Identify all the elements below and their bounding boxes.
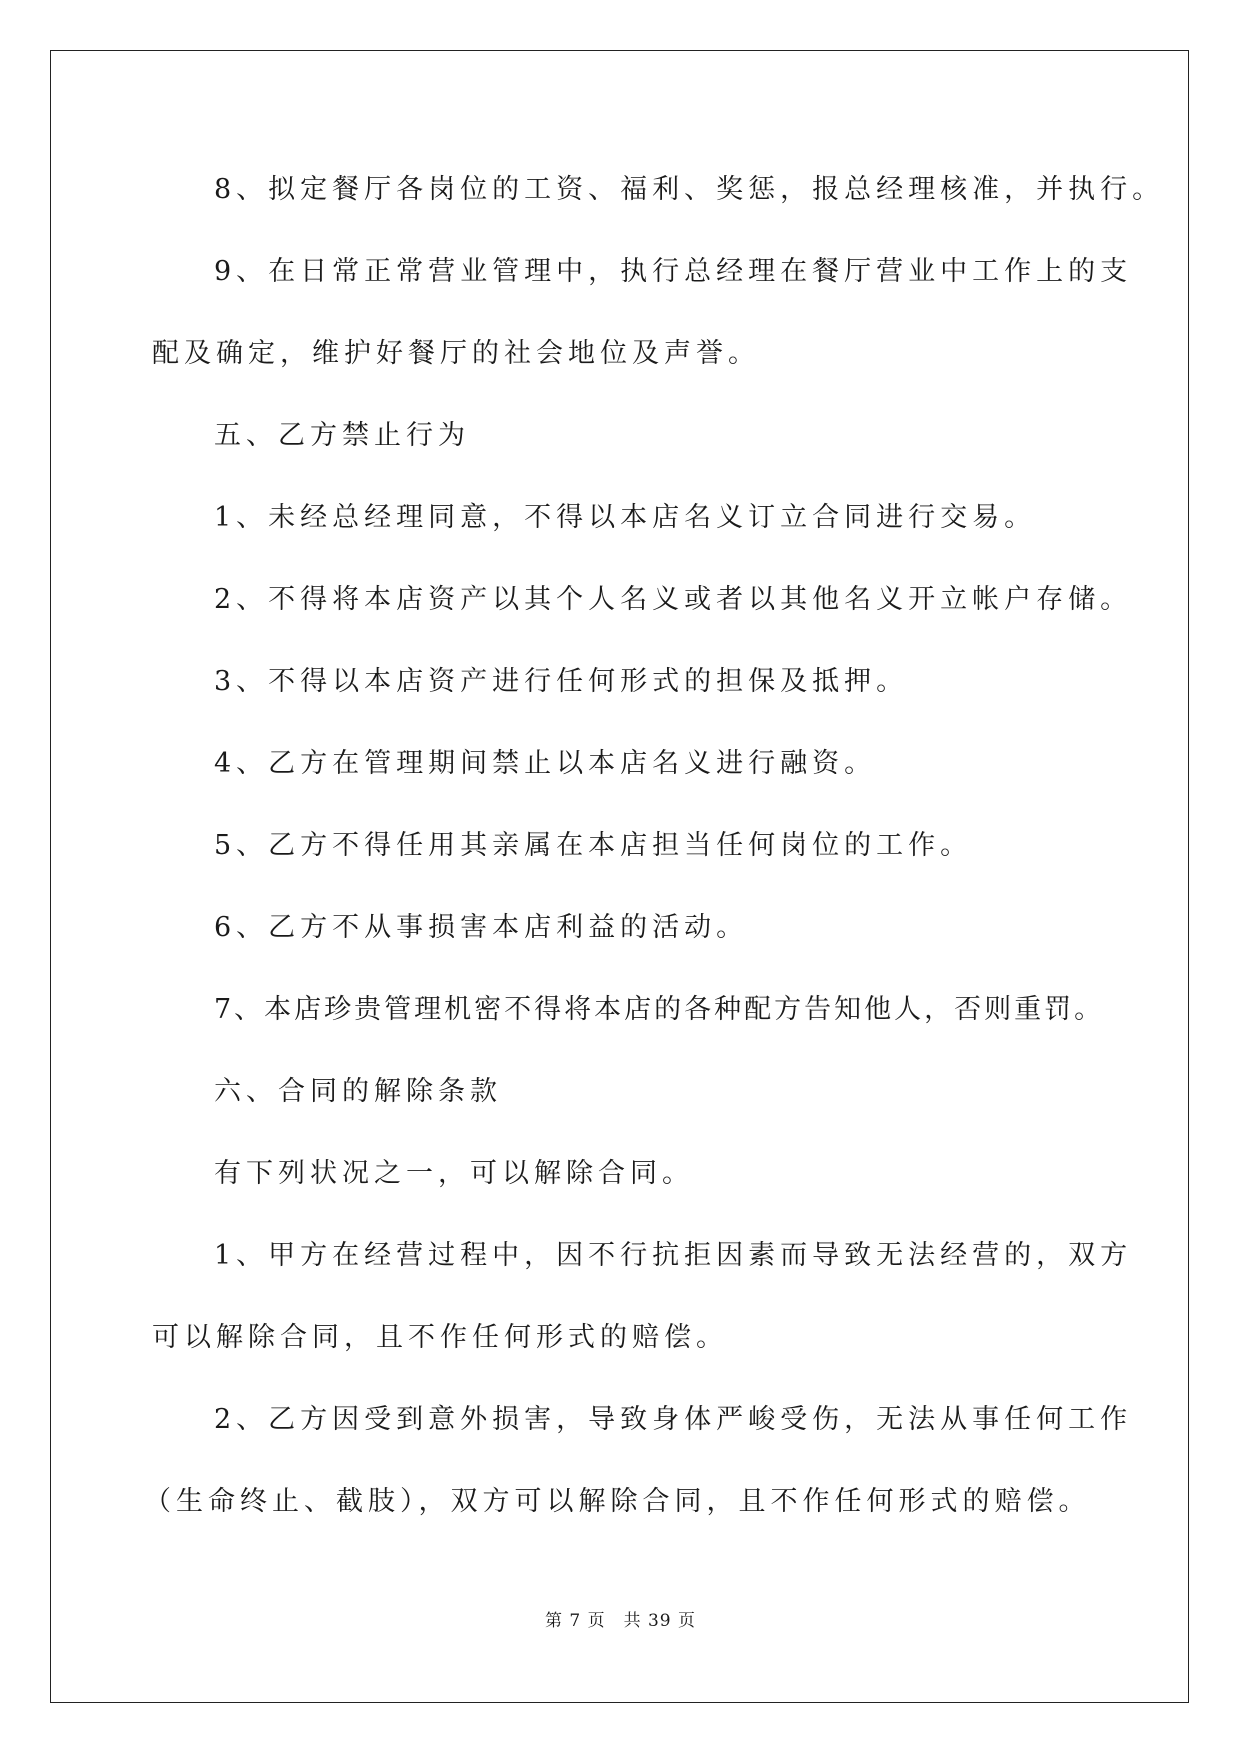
paragraph-line: 配及确定，维护好餐厅的社会地位及声誉。 [152, 338, 760, 369]
paragraph-line: 6、乙方不从事损害本店利益的活动。 [214, 912, 749, 943]
paragraph-line: 1、未经总经理同意，不得以本店名义订立合同进行交易。 [214, 502, 1037, 533]
paragraph-line: 7、本店珍贵管理机密不得将本店的各种配方告知他人，否则重罚。 [214, 994, 1105, 1025]
page-border [50, 50, 1189, 1703]
paragraph-line: （生命终止、截肢），双方可以解除合同，且不作任何形式的赔偿。 [144, 1486, 1091, 1517]
paragraph-line: 9、在日常正常营业管理中，执行总经理在餐厅营业中工作上的支 [214, 256, 1133, 287]
page-number-footer: 第 7 页 共 39 页 [544, 1611, 697, 1631]
paragraph-line: 可以解除合同，且不作任何形式的赔偿。 [152, 1322, 728, 1353]
paragraph-line: 5、乙方不得任用其亲属在本店担当任何岗位的工作。 [214, 830, 973, 861]
paragraph-line: 8、拟定餐厅各岗位的工资、福利、奖惩，报总经理核准，并执行。 [214, 174, 1165, 205]
paragraph-line: 3、不得以本店资产进行任何形式的担保及抵押。 [214, 666, 909, 697]
section-heading: 六、合同的解除条款 [214, 1076, 502, 1107]
paragraph-line: 2、不得将本店资产以其个人名义或者以其他名义开立帐户存储。 [214, 584, 1133, 615]
paragraph-line: 有下列状况之一，可以解除合同。 [214, 1158, 694, 1189]
paragraph-line: 1、甲方在经营过程中，因不行抗拒因素而导致无法经营的，双方 [214, 1240, 1133, 1271]
paragraph-line: 2、乙方因受到意外损害，导致身体严峻受伤，无法从事任何工作 [214, 1404, 1133, 1435]
paragraph-line: 4、乙方在管理期间禁止以本店名义进行融资。 [214, 748, 877, 779]
section-heading: 五、乙方禁止行为 [214, 420, 470, 451]
